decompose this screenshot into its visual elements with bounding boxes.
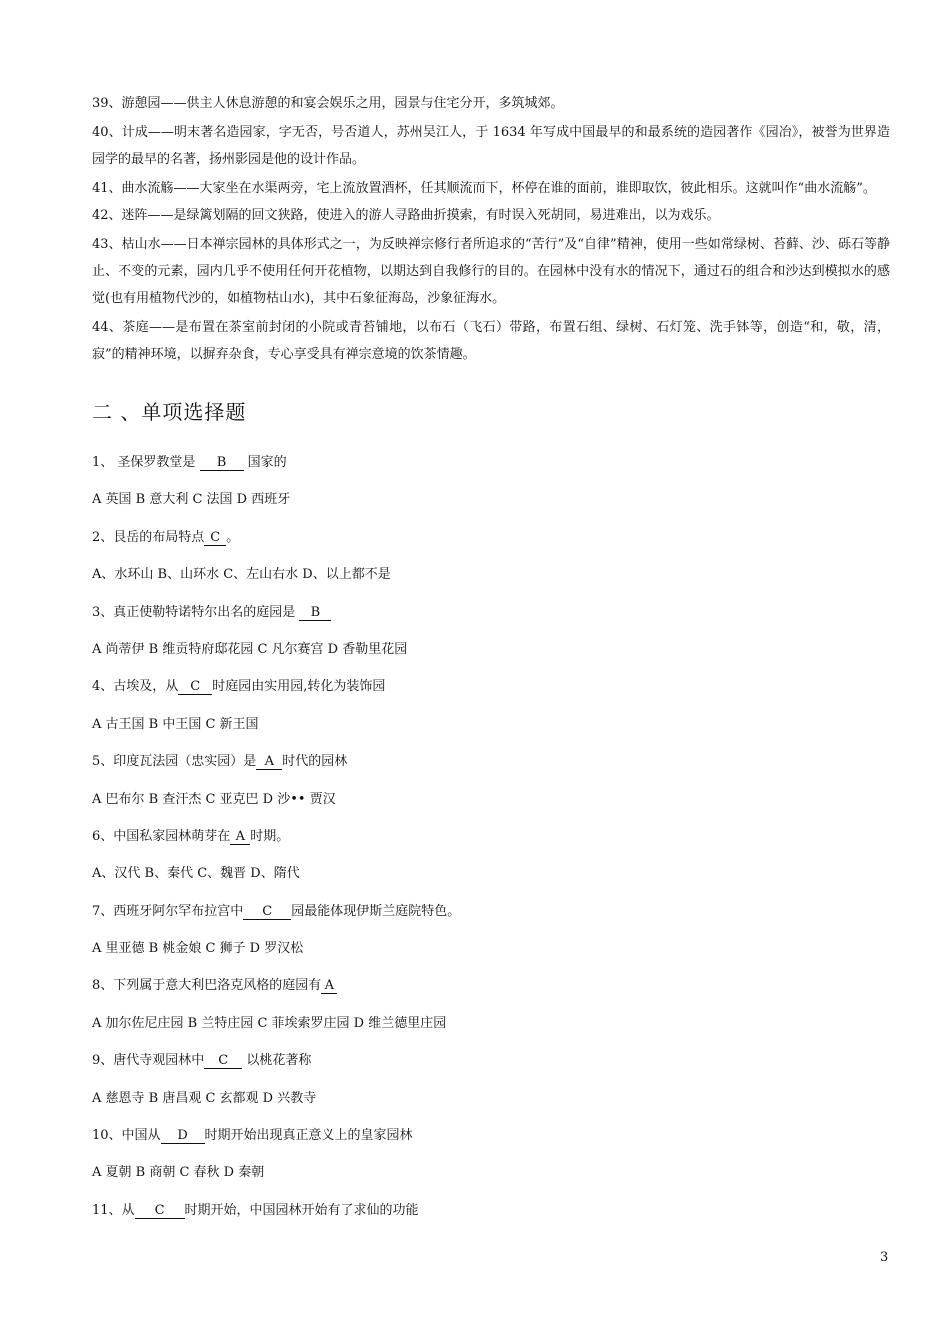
answer-blank: B (200, 456, 244, 471)
question-text: 1、 圣保罗教堂是 (92, 455, 200, 470)
question-text: 5、印度瓦法园（忠实园）是 (92, 754, 257, 770)
question-stem (92, 751, 892, 788)
question-stem (92, 602, 892, 639)
question-text: 时期开始出现真正意义上的皇家园林 (204, 1128, 413, 1144)
answer-blank: A (256, 755, 282, 770)
question-options: A 慈恩寺 B 唐昌观 C 玄都观 D 兴教寺 (92, 1090, 317, 1106)
question-options: A 加尔佐尼庄园 B 兰特庄园 C 菲埃索罗庄园 D 维兰德里庄园 (92, 1015, 447, 1031)
definition-item: 40、计成——明末著名造园家，字无否，号否道人，苏州吴江人，于 1634 年写成中国最早的和最系统的造园著作《园冶》，被誉为世界造园学的最早的名著，扬州影园是他的设计作品。 (92, 125, 890, 167)
question-text: 8、下列属于意大利巴洛克风格的庭园有 (92, 978, 322, 994)
question-text: 7、西班牙阿尔罕布拉宫中 (92, 903, 244, 919)
question-stem (92, 1050, 892, 1087)
question-text: 时庭园由实用园,转化为装饰园 (212, 679, 386, 695)
question-options: A 古王国 B 中王国 C 新王国 (92, 716, 259, 732)
answer-blank: A (230, 830, 250, 845)
question-text: 4、古埃及，从 (92, 679, 179, 695)
question-stem (92, 676, 892, 713)
question-stem (92, 452, 892, 489)
question-text: 。 (226, 529, 240, 545)
question-stem (92, 1200, 892, 1237)
page-number: 3 (880, 1250, 889, 1265)
question-stem (92, 1125, 892, 1162)
question-options: A、汉代 B、秦代 C、魏晋 D、隋代 (92, 866, 300, 882)
question-stem (92, 901, 892, 938)
answer-blank: C (204, 531, 226, 546)
section-title: 二 、单项选择题 (92, 400, 247, 424)
question-options: A 尚蒂伊 B 维贡特府邸花园 C 凡尔赛宫 D 香勒里花园 (92, 641, 408, 657)
question-options: A、水环山 B、山环水 C、左山右水 D、以上都不是 (92, 567, 391, 583)
answer-blank: A (321, 979, 337, 994)
question-options: A 里亚德 B 桃金娘 C 狮子 D 罗汉松 (92, 941, 304, 957)
question-text: 6、中国私家园林萌芽在 (92, 828, 231, 844)
answer-blank: C (243, 905, 291, 920)
answer-blank: C (178, 680, 212, 695)
question-options: A 夏朝 B 商朝 C 春秋 D 秦朝 (92, 1165, 265, 1181)
question-text: 以桃花著称 (242, 1053, 312, 1069)
question-text: 9、唐代寺观园林中 (92, 1053, 205, 1069)
question-stem (92, 826, 892, 863)
definition-item: 39、游憩园——供主人休息游憩的和宴会娱乐之用，园景与住宅分开，多筑城郊。 (92, 96, 564, 111)
answer-blank: D (161, 1129, 205, 1144)
question-text: 园最能体现伊斯兰庭院特色。 (291, 903, 461, 919)
question-text: 3、真正使勒特诺特尔出名的庭园是 (92, 604, 300, 620)
question-options: A 巴布尔 B 查汗杰 C 亚克巴 D 沙•• 贾汉 (92, 791, 336, 807)
question-text: 10、中国从 (92, 1128, 161, 1144)
question-text: 2、艮岳的布局特点 (92, 529, 205, 545)
answer-blank: C (135, 1204, 185, 1219)
question-text: 时代的园林 (282, 754, 348, 770)
definition-item: 42、迷阵——是绿篱划隔的回文狭路，使进入的游人寻路曲折摸索，有时误入死胡同，易进难出，以为戏乐。 (92, 208, 720, 223)
question-text: 11、从 (92, 1202, 135, 1218)
question-text: 时期开始，中国园林开始有了求仙的功能 (184, 1202, 419, 1218)
definition-item: 43、枯山水——日本禅宗园林的具体形式之一，为反映禅宗修行者所追求的“苦行”及“自律”精神，使用一些如常绿树、苔藓、沙、砾石等静止、不变的元素，园内几乎不使用任何开花植物，以期达到自我修行的目的。在园林中没有水的情况下，通过石的组合和沙达到模拟水的感觉(也有用植物代沙的，如植物枯山水)，其中石象征海岛，沙象征海水。 (92, 237, 890, 306)
answer-blank: B (299, 606, 331, 621)
question-stem (92, 975, 892, 1012)
question-stem (92, 527, 892, 564)
definition-item: 41、曲水流觞——大家坐在水渠两旁，宅上流放置酒杯，任其顺流而下，杯停在谁的面前，谁即取饮，彼此相乐。这就叫作“曲水流觞”。 (92, 181, 876, 196)
question-text: 国家的 (243, 455, 287, 470)
question-text: 时期。 (250, 828, 290, 844)
definitions-list (92, 90, 890, 370)
questions-list (92, 452, 892, 1237)
answer-blank: C (204, 1054, 242, 1069)
question-options: A 英国 B 意大利 C 法国 D 西班牙 (92, 492, 291, 508)
definition-item: 44、茶庭——是布置在茶室前封闭的小院或青苔铺地，以布石（飞石）带路，布置石组、绿树、石灯笼、洗手钵等，创造“和，敬，清，寂”的精神环境，以摒弃杂食，专心享受具有禅宗意境的饮茶情趣。 (92, 320, 890, 362)
